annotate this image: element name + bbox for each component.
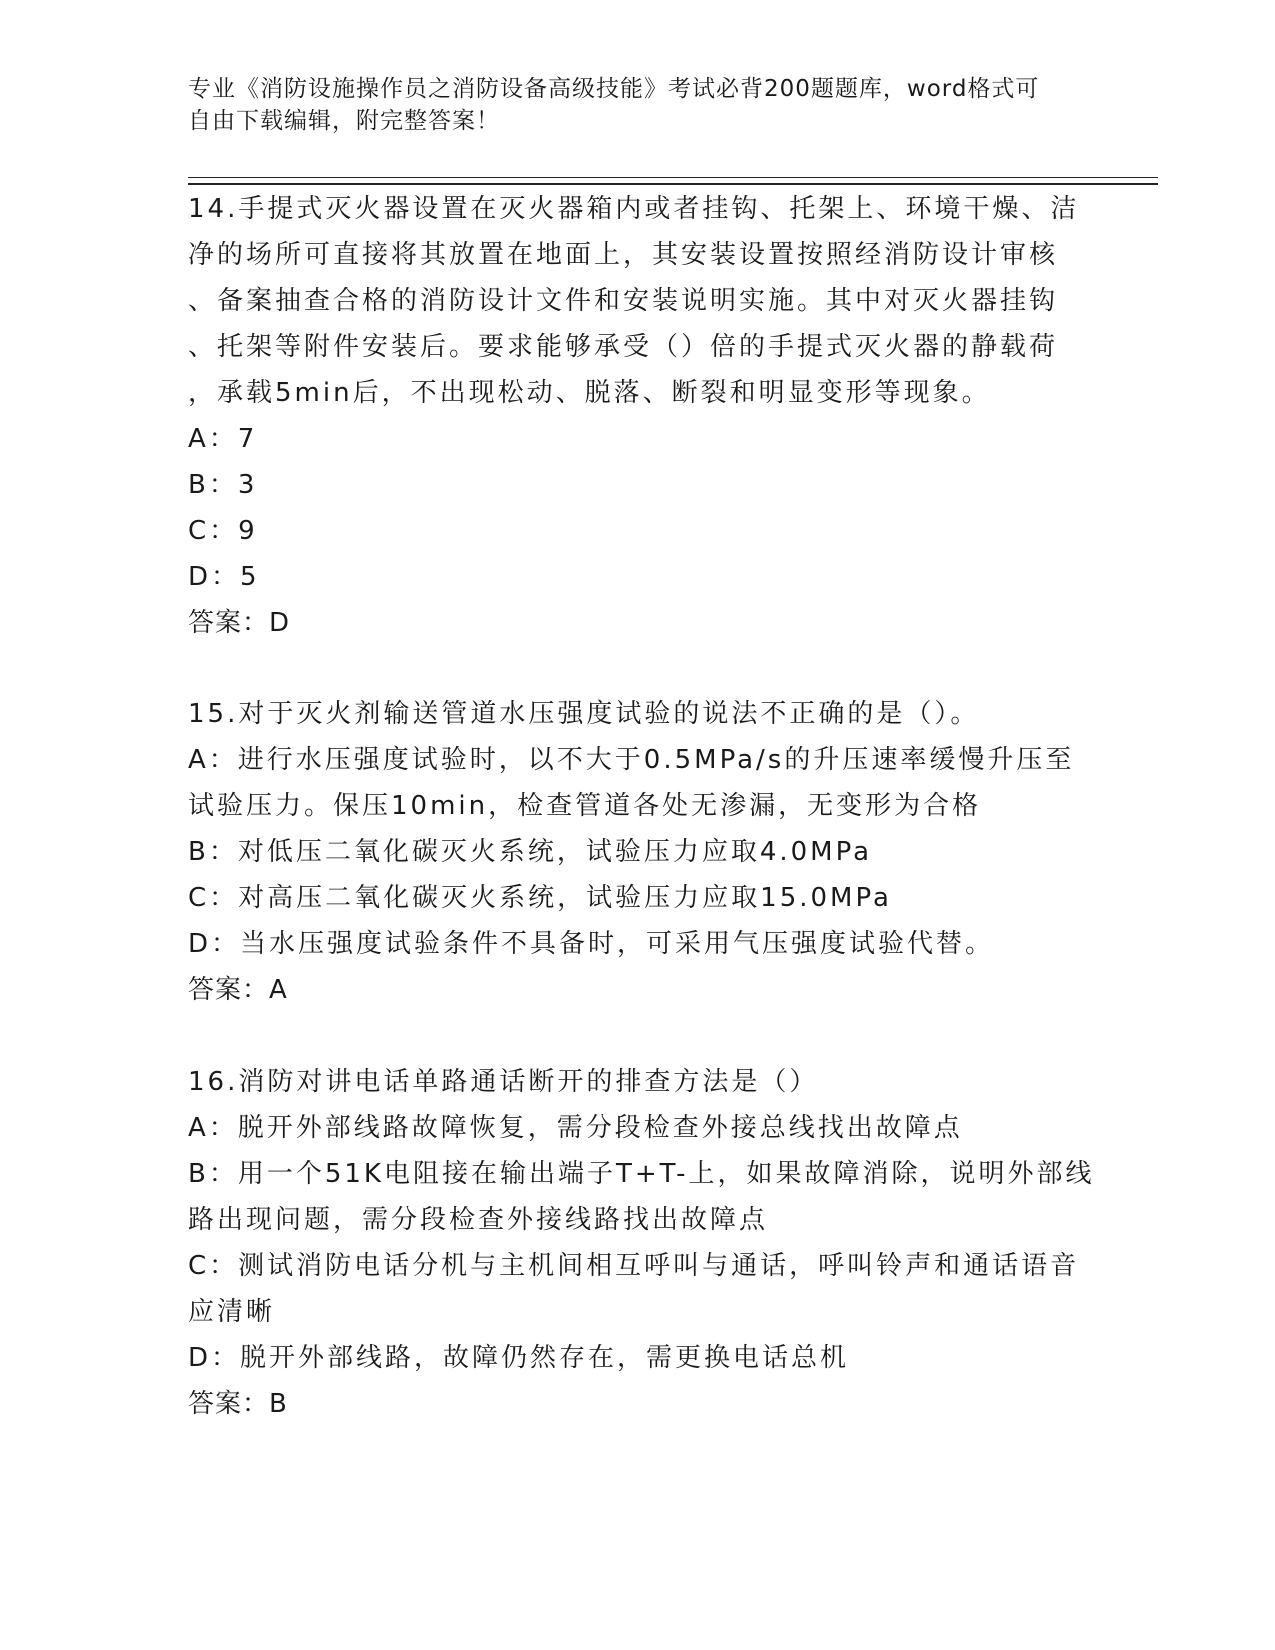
q15-answer: 答案：A — [188, 975, 288, 1005]
header-rule-thick — [188, 183, 1158, 185]
q14-stem-line-1: 14.手提式灭火器设置在灭火器箱内或者挂钩、托架上、环境干燥、洁 — [188, 194, 1080, 224]
q14-option-c: C：9 — [188, 516, 258, 546]
q14-option-b: B：3 — [188, 470, 258, 500]
q14-stem-line-4: 、托架等附件安装后。要求能够承受（）倍的手提式灭火器的静载荷 — [188, 332, 1059, 362]
q15-option-a-line-2: 试验压力。保压10min，检查管道各处无渗漏，无变形为合格 — [188, 791, 982, 821]
q15-option-a-line-1: A：进行水压强度试验时，以不大于0.5MPa/s的升压速率缓慢升压至 — [188, 745, 1075, 775]
q15-option-d: D：当水压强度试验条件不具备时，可采用气压强度试验代替。 — [188, 929, 995, 959]
q14-stem-line-3: 、备案抽查合格的消防设计文件和安装说明实施。其中对灭火器挂钩 — [188, 286, 1059, 316]
q14-stem-line-2: 净的场所可直接将其放置在地面上，其安装设置按照经消防设计审核 — [188, 240, 1059, 270]
q14-answer: 答案：D — [188, 608, 291, 638]
q16-option-c-line-1: C：测试消防电话分机与主机间相互呼叫与通话，呼叫铃声和通话语音 — [188, 1251, 1080, 1281]
q15-stem-line-1: 15.对于灭火剂输送管道水压强度试验的说法不正确的是（）。 — [188, 699, 980, 729]
q16-option-b-line-2: 路出现问题，需分段检查外接线路找出故障点 — [188, 1205, 769, 1235]
q16-option-c-line-2: 应清晰 — [188, 1297, 276, 1327]
header-rule-thin — [188, 177, 1158, 178]
q14-option-a: A：7 — [188, 424, 258, 454]
q16-option-b-line-1: B：用一个51K电阻接在输出端子T+T-上，如果故障消除，说明外部线 — [188, 1159, 1095, 1189]
q16-option-d: D：脱开外部线路，故障仍然存在，需更换电话总机 — [188, 1343, 850, 1373]
q16-option-a: A：脱开外部线路故障恢复，需分段检查外接总线找出故障点 — [188, 1113, 963, 1143]
document-header — [188, 73, 1088, 137]
q15-option-c: C：对高压二氧化碳灭火系统，试验压力应取15.0MPa — [188, 883, 892, 913]
q14-option-d: D：5 — [188, 562, 260, 592]
header-line-2: 自由下载编辑，附完整答案！ — [188, 108, 500, 134]
q14-stem-line-5: ，承载5min后，不出现松动、脱落、断裂和明显变形等现象。 — [188, 378, 991, 408]
q16-stem-line-1: 16.消防对讲电话单路通话断开的排查方法是（） — [188, 1067, 819, 1097]
header-line-1: 专业《消防设施操作员之消防设备高级技能》考试必背200题题库，word格式可 — [188, 76, 1040, 102]
q15-option-b: B：对低压二氧化碳灭火系统，试验压力应取4.0MPa — [188, 837, 873, 867]
q16-answer: 答案：B — [188, 1389, 288, 1419]
